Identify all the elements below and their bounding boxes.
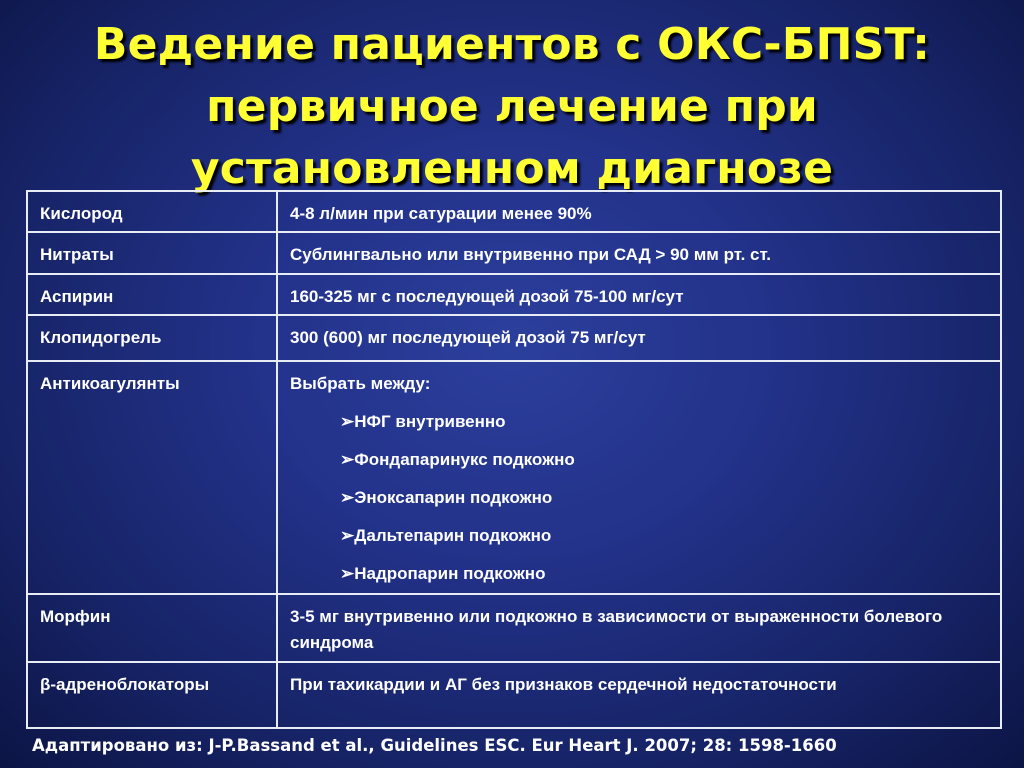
- slide-title-line-1: Ведение пациентов с ОКС-БПST:: [93, 19, 931, 70]
- treatment-table: [26, 190, 1002, 729]
- description-cell: 4-8 л/мин при сатурации менее 90%: [277, 191, 1001, 232]
- table-row: [27, 232, 1001, 274]
- description-cell: 300 (600) мг последующей дозой 75 мг/сут: [277, 315, 1001, 361]
- table-row: [27, 315, 1001, 361]
- arrow-bullet-icon: ➢: [340, 412, 355, 431]
- anticoagulant-option: [290, 561, 990, 587]
- anticoagulant-option: [290, 447, 990, 473]
- arrow-bullet-icon: ➢: [340, 450, 355, 469]
- arrow-bullet-icon: ➢: [340, 526, 355, 545]
- drug-cell: Нитраты: [27, 232, 277, 274]
- option-label: Дальтепарин подкожно: [354, 526, 552, 545]
- table-row: [27, 662, 1001, 728]
- table-row: [27, 274, 1001, 315]
- option-label: НФГ внутривенно: [354, 412, 506, 431]
- description-cell: При тахикардии и АГ без признаков сердечной недостаточности: [277, 662, 1001, 728]
- option-label: Фондапаринукс подкожно: [354, 450, 575, 469]
- anticoagulant-option: [290, 523, 990, 549]
- description-cell: [277, 361, 1001, 594]
- description-cell: Сублингвально или внутривенно при САД > 90 мм рт. ст.: [277, 232, 1001, 274]
- arrow-bullet-icon: ➢: [340, 564, 355, 583]
- anticoagulant-option: [290, 485, 990, 511]
- drug-cell: Аспирин: [27, 274, 277, 315]
- arrow-bullet-icon: ➢: [340, 488, 355, 507]
- description-cell: 3-5 мг внутривенно или подкожно в зависимости от выраженности болевого синдрома: [277, 594, 1001, 662]
- drug-cell: Морфин: [27, 594, 277, 662]
- anticoagulant-option: [290, 409, 990, 435]
- slide-title: [0, 14, 1024, 200]
- table-row: [27, 594, 1001, 662]
- drug-cell: Клопидогрель: [27, 315, 277, 361]
- drug-cell: β-адреноблокаторы: [27, 662, 277, 728]
- slide-title-line-3: установленном диагнозе: [190, 143, 834, 194]
- option-label: Надропарин подкожно: [354, 564, 546, 583]
- table-row: [27, 191, 1001, 232]
- table-row: [27, 361, 1001, 594]
- option-label: Эноксапарин подкожно: [354, 488, 553, 507]
- choose-between-label: Выбрать между:: [290, 374, 431, 393]
- drug-cell: Антикоагулянты: [27, 361, 277, 594]
- drug-cell: Кислород: [27, 191, 277, 232]
- description-cell: 160-325 мг с последующей дозой 75-100 мг/сут: [277, 274, 1001, 315]
- source-citation: Адаптировано из: J-P.Bassand et al., Guidelines ESC. Eur Heart J. 2007; 28: 1598-1660: [32, 736, 837, 755]
- slide-title-line-2: первичное лечение при: [206, 81, 818, 132]
